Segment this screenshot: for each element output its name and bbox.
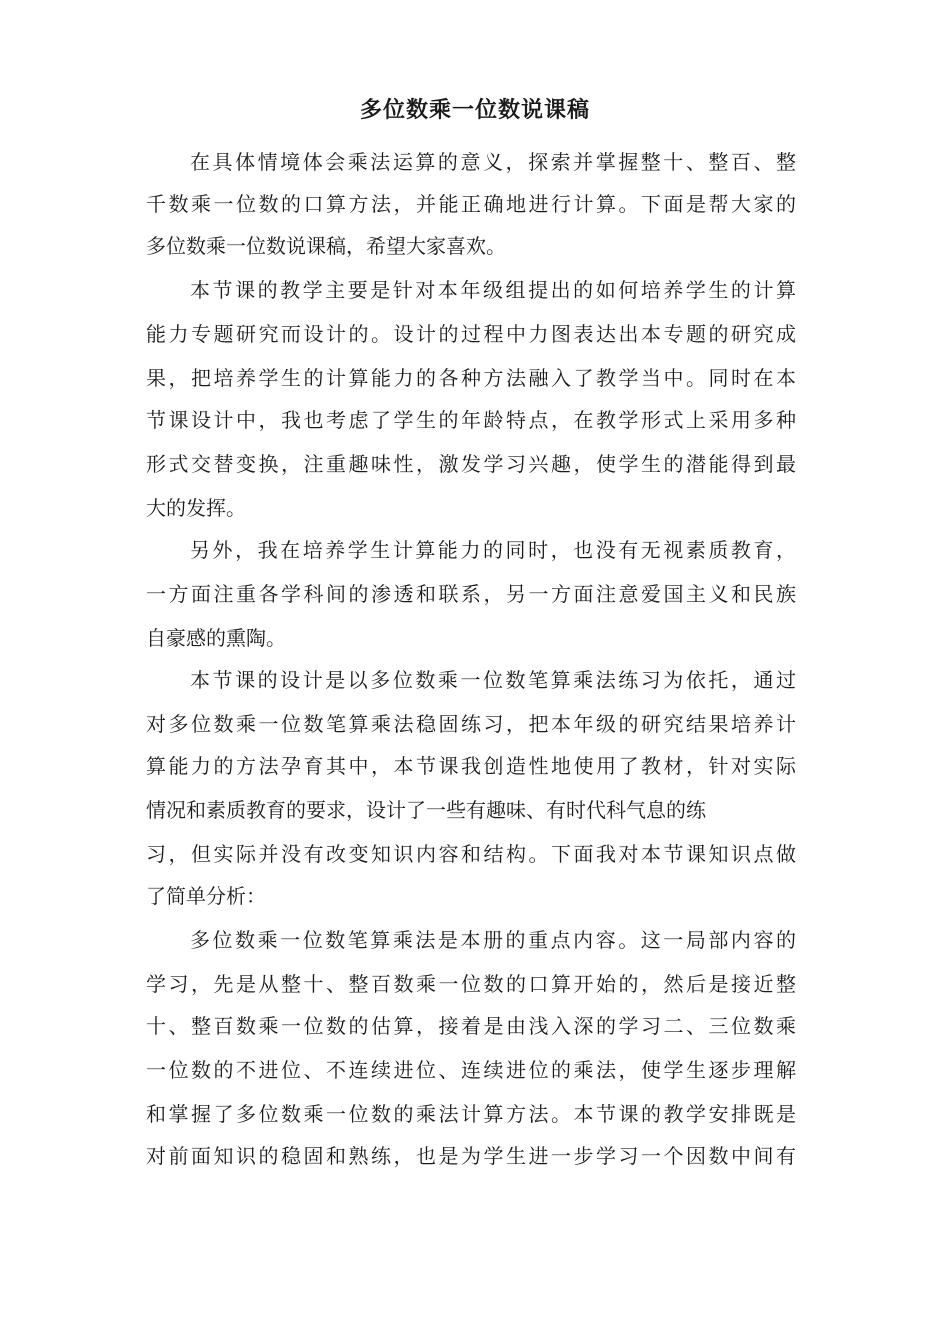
paragraph-5-line-2: 学习，先是从整十、整百数乘一位数的口算开始的，然后是接近整 — [146, 972, 796, 996]
paragraph-5-line-4: 一位数的不进位、不连续进位、连续进位的乘法，使学生逐步理解 — [146, 1058, 796, 1082]
paragraph-4-line-3: 算能力的方法孕育其中，本节课我创造性地使用了教材，针对实际 — [146, 754, 796, 778]
paragraph-5-line-3: 十、整百数乘一位数的估算，接着是由浅入深的学习二、三位数乘 — [146, 1014, 796, 1038]
paragraph-2-line-2: 能力专题研究而设计的。设计的过程中力图表达出本专题的研究成 — [146, 322, 796, 346]
document-title: 多位数乘一位数说课稿 — [359, 97, 590, 123]
paragraph-4-line-1: 本节课的设计是以多位数乘一位数笔算乘法练习为依托，通过 — [190, 668, 796, 692]
paragraph-3-line-3: 自豪感的熏陶。 — [146, 626, 286, 650]
paragraph-5-line-6: 对前面知识的稳固和熟练，也是为学生进一步学习一个因数中间有 — [146, 1144, 796, 1168]
paragraph-1-line-1: 在具体情境体会乘法运算的意义，探索并掌握整十、整百、整 — [190, 150, 796, 174]
paragraph-1-line-2: 千数乘一位数的口算方法，并能正确地进行计算。下面是帮大家的 — [146, 192, 796, 216]
paragraph-4-line-4: 情况和素质教育的要求，设计了一些有趣味、有时代科气息的练 — [146, 798, 706, 822]
paragraph-5-line-5: 和掌握了多位数乘一位数的乘法计算方法。本节课的教学安排既是 — [146, 1102, 796, 1126]
paragraph-2-line-6: 大的发挥。 — [146, 496, 246, 520]
paragraph-5-line-1: 多位数乘一位数笔算乘法是本册的重点内容。这一局部内容的 — [190, 928, 796, 952]
paragraph-4-line-5: 习，但实际并没有改变知识内容和结构。下面我对本节课知识点做 — [146, 842, 796, 866]
paragraph-2-line-5: 形式交替变换，注重趣味性，激发学习兴趣，使学生的潜能得到最 — [146, 452, 796, 476]
paragraph-3-line-1: 另外，我在培养学生计算能力的同时，也没有无视素质教育， — [190, 538, 796, 562]
paragraph-4-line-6: 了简单分析： — [146, 884, 266, 908]
paragraph-1-line-3: 多位数乘一位数说课稿，希望大家喜欢。 — [146, 234, 506, 258]
paragraph-4-line-2: 对多位数乘一位数笔算乘法稳固练习，把本年级的研究结果培养计 — [146, 712, 796, 736]
paragraph-2-line-3: 果，把培养学生的计算能力的各种方法融入了教学当中。同时在本 — [146, 366, 796, 390]
paragraph-2-line-1: 本节课的教学主要是针对本年级组提出的如何培养学生的计算 — [190, 278, 796, 302]
paragraph-3-line-2: 一方面注重各学科间的渗透和联系，另一方面注意爱国主义和民族 — [146, 582, 796, 606]
paragraph-2-line-4: 节课设计中，我也考虑了学生的年龄特点，在教学形式上采用多种 — [146, 408, 796, 432]
